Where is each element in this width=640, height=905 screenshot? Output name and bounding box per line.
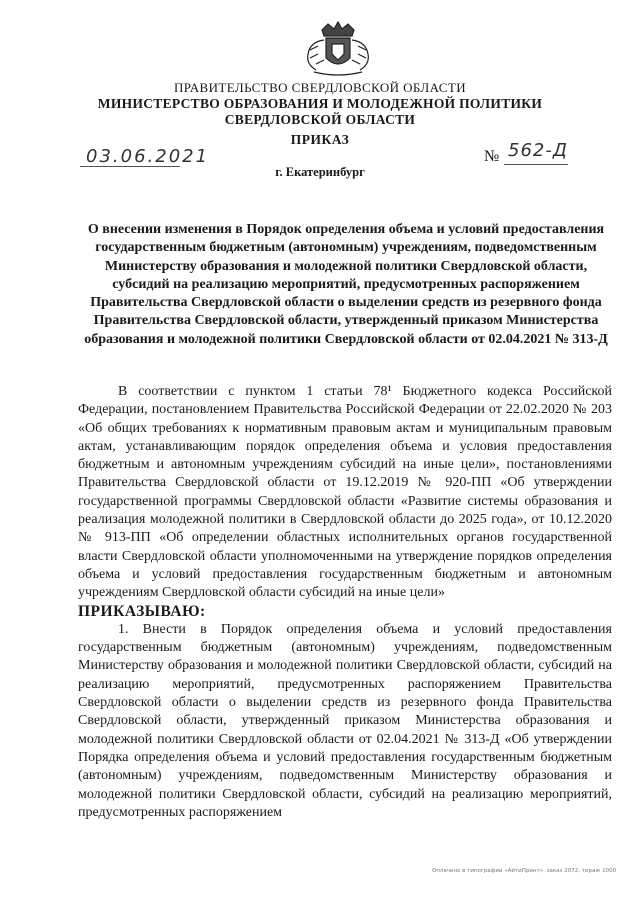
item-1-paragraph: 1. Внести в Порядок определения объема и условий предоставления государственным бюджетным (автономным) учреждениям, подведомственным Министерству образования и молодежной политики Свердловской области, субсидий на реализацию мероприятий, предусмотренных распоряжением Правительства Свердловской области о выделении средств из резервного фонда Правительства Свердловской области, утвержденный приказом Министерства образования и молодежной политики Свердловской области от 02.04.2021 № 313-Д «Об утверждении Порядка определения объема и условий предоставления государственным бюджетным (автономным) учреждениям, подведомственным Министерству образования и молодежной политики Свердловской области, субсидий на реализацию мероприятий, предусмотренных распоряжением [78,621,612,820]
handwritten-number: 562-Д [508,140,568,161]
coat-of-arms-icon [302,20,374,78]
orders-label: ПРИКАЗЫВАЮ: [78,602,206,620]
ministry-name-line2: СВЕРДЛОВСКОЙ ОБЛАСТИ [224,112,416,127]
number-sign: № [484,148,500,165]
government-name: ПРАВИТЕЛЬСТВО СВЕРДЛОВСКОЙ ОБЛАСТИ [173,80,466,95]
document-body [78,383,612,822]
ministry-name-line1: МИНИСТЕРСТВО ОБРАЗОВАНИЯ И МОЛОДЕЖНОЙ ПОЛИТИКИ [97,96,543,111]
document-title: О внесении изменения в Порядок определения объема и условий предоставления государственным бюджетным (автономным) учреждениям, подведомственным Министерству образования и молодежной политики Свердловской области, субсидий на реализацию мероприятий, предусмотренных распоряжением Правительства Свердловской области о выделении средств из резервного фонда Правительства Свердловской области, утвержденный приказом Министерства образования и молодежной политики Свердловской области от 02.04.2021 № 313-Д [84,222,608,347]
preamble-paragraph: В соответствии с пунктом 1 статьи 78¹ Бюджетного кодекса Российской Федерации, постановлением Правительства Российской Федерации от 22.02.2020 № 203 «Об общих требованиях к нормативным правовым актам и муниципальным правовым актам, устанавливающим порядок определения объема и условия предоставления бюджетным и автономным учреждениям субсидий на иные цели», постановлениями Правительства Свердловской области от 19.12.2019 № 920-ПП «Об утверждении государственной программы Свердловской области «Развитие системы образования и реализация молодежной политики в Свердловской области до 2025 года», от 10.12.2020 № 913-ПП «Об определении областных исполнительных органов государственной власти Свердловской области уполномоченными на утверждение порядков определения объема и условий предоставления государственным бюджетным и автономным учреждениям Свердловской области субсидий на иные цели» [78,384,612,601]
print-footer: Оплачено в типографии «АйтиПринт», заказ 2072, тираж 1000 [432,868,617,874]
handwritten-date: 03.06.2021 [86,146,210,167]
city-name: г. Екатеринбург [275,165,365,179]
document-type: ПРИКАЗ [290,132,350,147]
ministry-name [0,96,640,128]
